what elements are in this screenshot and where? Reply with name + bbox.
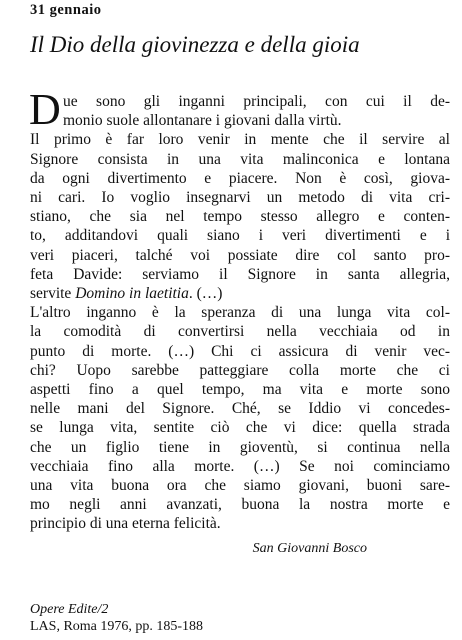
quote-ellipsis: . (…): [188, 285, 223, 303]
body-line: to, additandovi quali siano i veri divertimenti e i: [30, 227, 450, 245]
body-line: punto di morte. (…) Chi ci assicura di venir vec-: [30, 342, 450, 360]
body-line: se lunga vita, sentite ciò che vi dice: quella strada: [30, 419, 450, 437]
drop-cap: D: [29, 85, 61, 134]
body-line: aspetti fino a quel tempo, ma vita e morte sono: [30, 381, 450, 399]
body-line: stiano, che sia nel tempo stesso allegro e conten-: [30, 208, 450, 226]
body-line: monio suole allontanare i giovani dalla virtù.: [63, 112, 342, 130]
body-line: una vita buona ora che siamo giovani, buoni sare-: [30, 477, 450, 495]
latin-quote: Domino in laetitia: [75, 285, 189, 303]
body-line: mo negli anni avanzati, buona la nostra morte e: [30, 496, 450, 514]
source-citation: [30, 601, 203, 635]
body-line: servite: [30, 285, 76, 303]
source-work: Opere Edite/2: [30, 602, 109, 617]
body-line: veri piaceri, talché voi possiate dire col santo pro-: [30, 246, 450, 264]
body-line: L'altro inganno è la speranza di una lunga vita col-: [30, 304, 450, 322]
body-line: nelle mani del Signore. Ché, se Iddio vi concedes-: [30, 400, 450, 418]
body-line: chi? Uopo sarebbe patteggiare colla morte che ci: [30, 361, 450, 379]
body-line: da ogni divertimento e piacere. Non è così, giova-: [30, 169, 450, 187]
body-line: Il primo è far loro venir in mente che il servire al: [30, 131, 450, 149]
body-line: vecchiaia fino alla morte. (…) Se noi cominciamo: [30, 457, 450, 475]
body-line: Signore consista in una vita malinconica e lontana: [30, 150, 450, 168]
body-line: principio di una eterna felicità.: [30, 515, 221, 533]
body-text: [29, 85, 450, 534]
body-line: la comodità di convertirsi nella vecchiaia od in: [30, 323, 450, 341]
page-title: Il Dio della giovinezza e della gioia: [30, 32, 360, 57]
body-line: ue sono gli inganni principali, con cui il de-: [63, 93, 450, 110]
body-line: feta Davide: serviamo il Signore in santa allegria,: [30, 265, 450, 283]
source-publisher: LAS, Roma 1976, pp. 185-188: [30, 619, 204, 634]
body-line: che un figlio tiene in gioventù, si continua nella: [30, 438, 450, 456]
signature: San Giovanni Bosco: [252, 541, 367, 556]
body-line-quote: [30, 284, 450, 303]
date-heading: 31 gennaio: [30, 2, 102, 18]
body-line: ni cari. Io voglio insegnarvi un metodo di vita cri-: [30, 189, 450, 207]
